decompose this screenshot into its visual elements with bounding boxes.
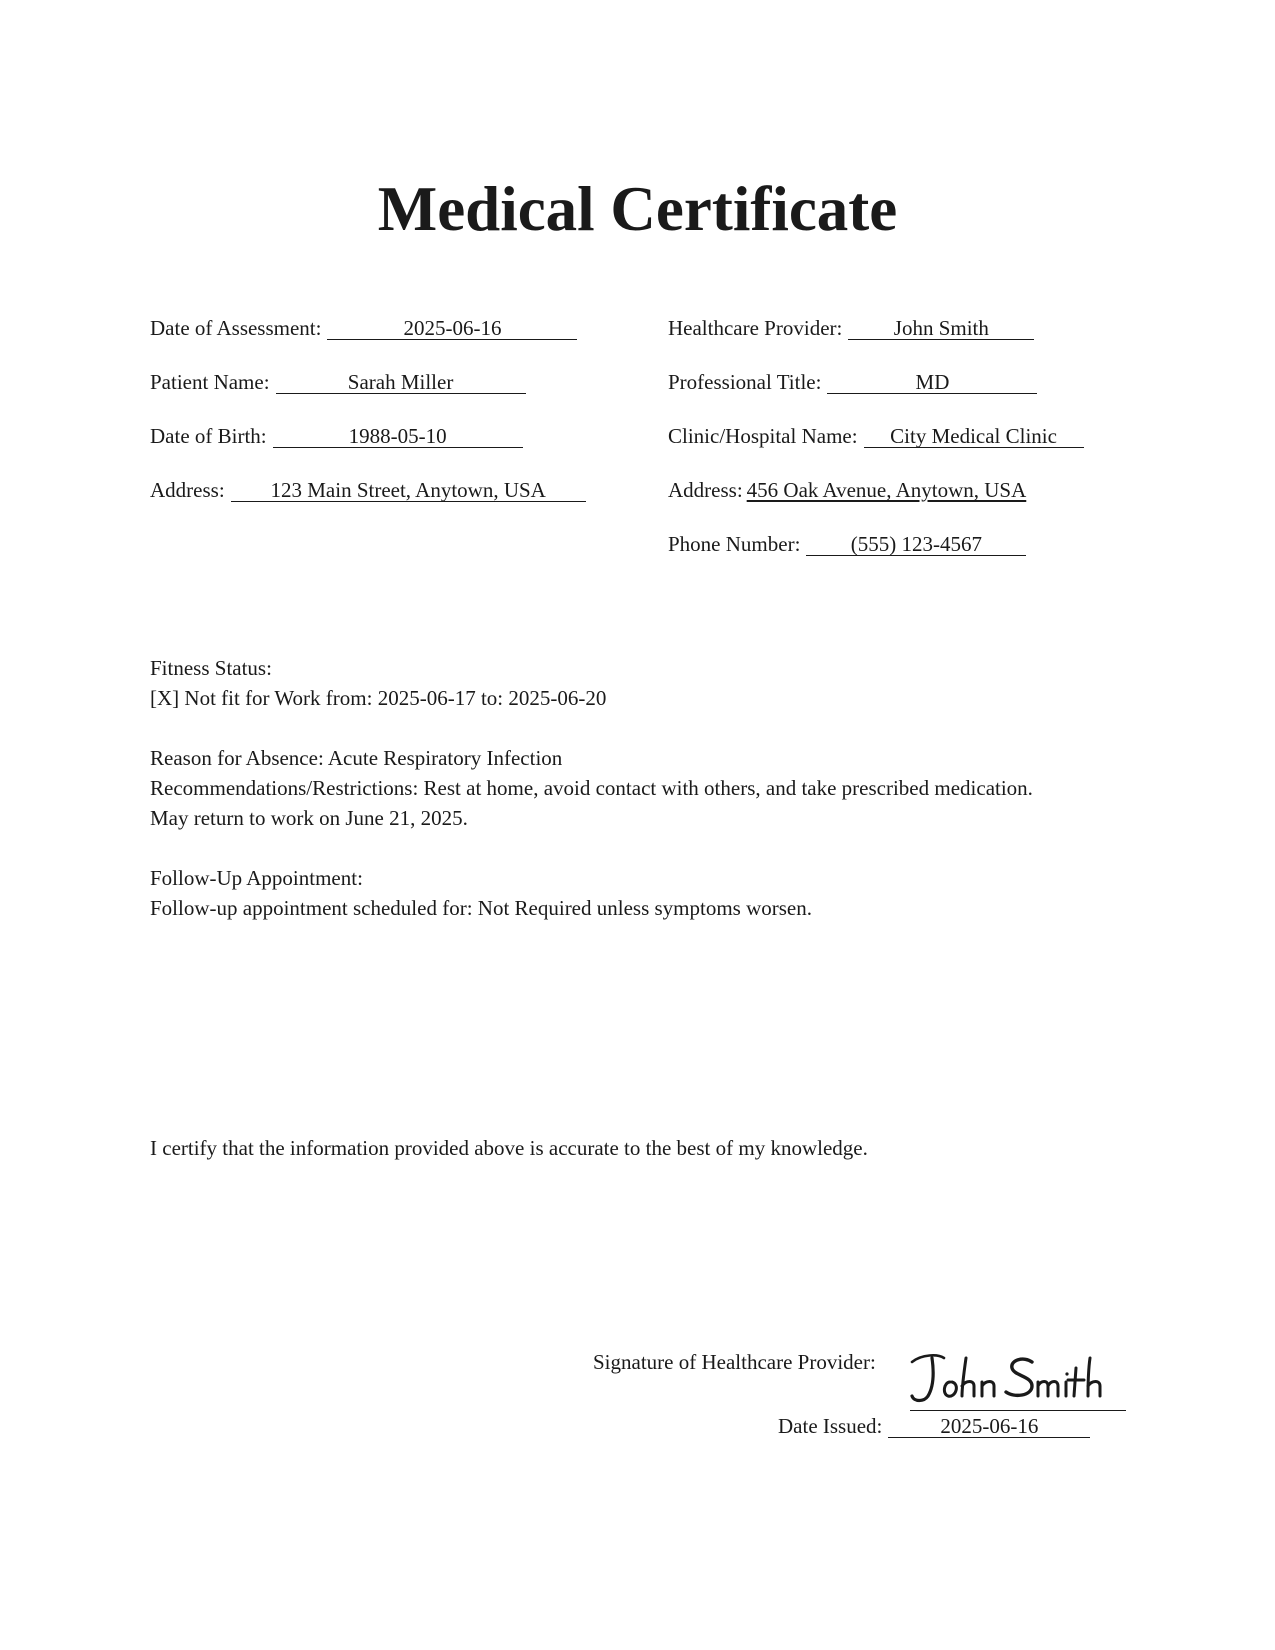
professional-title-field bbox=[668, 369, 1037, 395]
follow-up-line: Follow-up appointment scheduled for: Not Required unless symptoms worsen. bbox=[150, 896, 813, 920]
date-issued-field bbox=[778, 1413, 1090, 1439]
date-issued-label: Date Issued: bbox=[778, 1414, 883, 1438]
patient-address-value: 123 Main Street, Anytown, USA bbox=[231, 479, 586, 502]
phone-number-field bbox=[668, 531, 1026, 557]
provider-address-value: 456 Oak Avenue, Anytown, USA bbox=[746, 478, 1027, 502]
healthcare-provider-label: Healthcare Provider: bbox=[668, 316, 843, 340]
phone-number-value: (555) 123-4567 bbox=[806, 533, 1026, 556]
date-issued-value: 2025-06-16 bbox=[888, 1415, 1090, 1438]
clinic-name-field bbox=[668, 423, 1084, 449]
page-title: Medical Certificate bbox=[377, 174, 898, 244]
date-of-assessment-value: 2025-06-16 bbox=[327, 317, 577, 340]
date-of-birth-label: Date of Birth: bbox=[150, 424, 267, 448]
reason-for-absence: Reason for Absence: Acute Respiratory Infection bbox=[150, 746, 563, 770]
patient-name-field bbox=[150, 369, 526, 395]
phone-number-label: Phone Number: bbox=[668, 532, 801, 556]
professional-title-label: Professional Title: bbox=[668, 370, 822, 394]
signature-image bbox=[904, 1352, 1124, 1408]
patient-address-field bbox=[150, 477, 586, 503]
date-of-assessment-field bbox=[150, 315, 577, 341]
follow-up-section bbox=[150, 863, 812, 923]
clinic-name-label: Clinic/Hospital Name: bbox=[668, 424, 858, 448]
signature-line bbox=[910, 1410, 1126, 1411]
follow-up-heading: Follow-Up Appointment: bbox=[150, 866, 363, 890]
return-to-work: May return to work on June 21, 2025. bbox=[150, 806, 468, 830]
patient-address-label: Address: bbox=[150, 478, 225, 502]
healthcare-provider-field bbox=[668, 315, 1034, 341]
signature-label: Signature of Healthcare Provider: bbox=[593, 1350, 876, 1374]
date-of-birth-field bbox=[150, 423, 523, 449]
fitness-status-section bbox=[150, 653, 606, 713]
patient-name-value: Sarah Miller bbox=[276, 371, 526, 394]
date-of-assessment-label: Date of Assessment: bbox=[150, 316, 322, 340]
fitness-status-heading: Fitness Status: bbox=[150, 656, 272, 680]
healthcare-provider-value: John Smith bbox=[848, 317, 1034, 340]
fitness-status-line: [X] Not fit for Work from: 2025-06-17 to: 2025-06-20 bbox=[150, 686, 607, 710]
clinic-name-value: City Medical Clinic bbox=[864, 425, 1084, 448]
date-of-birth-value: 1988-05-10 bbox=[273, 425, 523, 448]
certification-statement: I certify that the information provided above is accurate to the best of my knowledge. bbox=[150, 1136, 868, 1160]
patient-name-label: Patient Name: bbox=[150, 370, 270, 394]
provider-address-field bbox=[668, 477, 1026, 503]
provider-address-label: Address: bbox=[668, 478, 743, 502]
professional-title-value: MD bbox=[827, 371, 1037, 394]
recommendations-restrictions: Recommendations/Restrictions: Rest at home, avoid contact with others, and take prescribed medication. bbox=[150, 776, 1033, 800]
absence-section bbox=[150, 743, 1033, 833]
